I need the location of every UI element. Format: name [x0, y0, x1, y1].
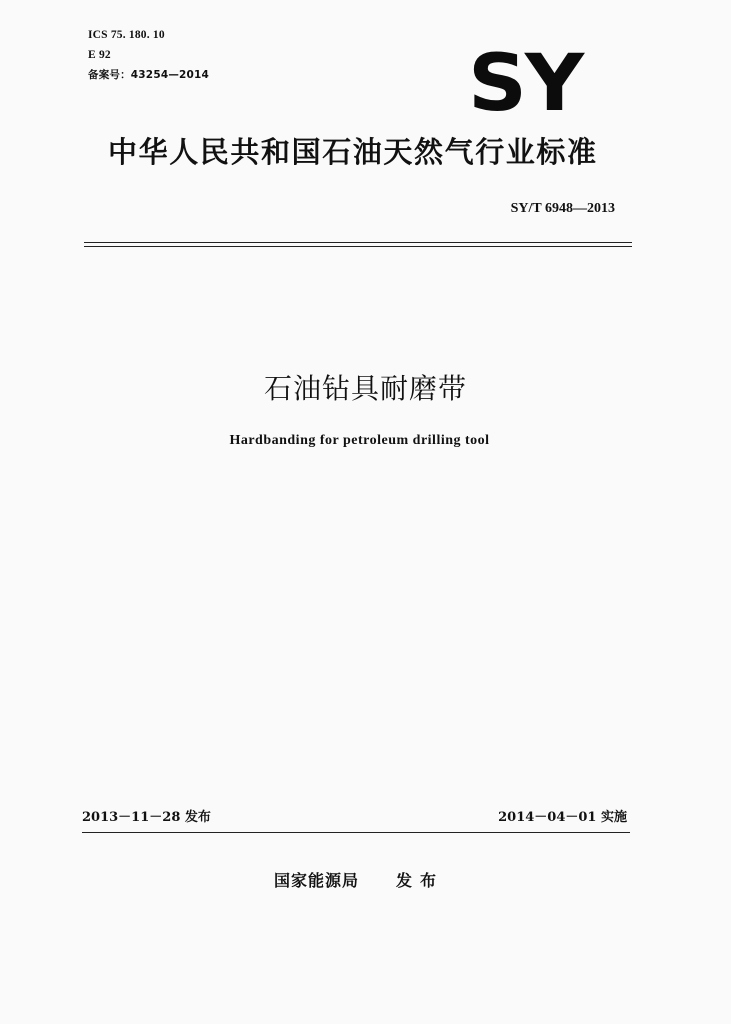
publish-label: 发布 [396, 871, 445, 890]
implementation-date: 2014－04－01 实施 [498, 810, 627, 825]
footer-rule [82, 832, 630, 833]
document-title-english: Hardbanding for petroleum drilling tool [229, 433, 490, 448]
ics-code: ICS 75. 180. 10 [88, 29, 165, 41]
header-rule-bottom [84, 246, 632, 247]
record-number: 备案号：43254—2014 [88, 69, 210, 81]
organization-title: 中华人民共和国石油天然气行业标准 [108, 135, 598, 169]
header-rule-top [84, 242, 632, 243]
standard-number: SY/T 6948—2013 [510, 201, 615, 216]
classification-code: E 92 [88, 49, 111, 61]
document-title-chinese: 石油钻具耐磨带 [263, 372, 467, 405]
sy-logo: SY [468, 39, 583, 129]
release-date: 2013－11－28 发布 [82, 810, 211, 825]
publisher-name: 国家能源局 [274, 871, 360, 890]
